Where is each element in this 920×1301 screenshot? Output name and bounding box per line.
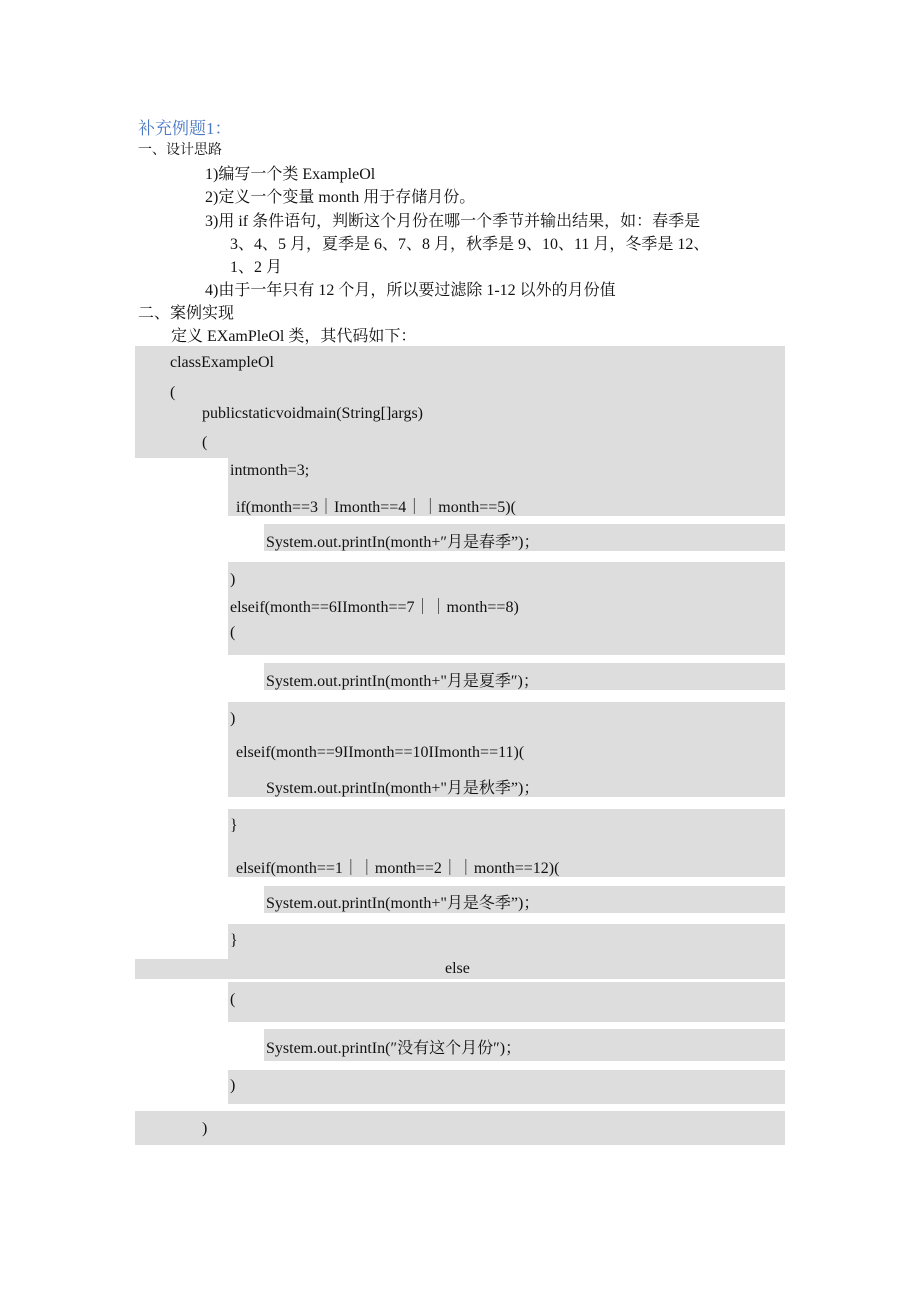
example-title: 补充例题1： (138, 119, 232, 138)
step-3-end: 1、2 月 (230, 259, 283, 276)
code-line: elseif(month==6IImonth==7｜｜month==8) (230, 599, 519, 616)
code-line: System.out.printIn(month+"月是冬季”)； (266, 895, 540, 912)
code-line: elseif(month==1｜｜month==2｜｜month==12)( (236, 860, 560, 877)
code-block-bg (228, 1070, 785, 1104)
code-line: if(month==3｜Imonth==4｜｜month==5)( (236, 499, 516, 516)
code-block-bg (228, 924, 785, 959)
code-line: ( (230, 991, 236, 1008)
code-line: ) (202, 1120, 208, 1137)
code-line: System.out.printIn(month+″月是春季”)； (266, 534, 540, 551)
step-1: 1)编写一个类 ExampleOl (205, 166, 376, 183)
step-2: 2)定义一个变量 month 用于存储月份。 (205, 189, 476, 206)
code-line: ( (230, 624, 236, 641)
section-heading-design: 一、设计思路 (138, 143, 222, 158)
code-line: ) (230, 1077, 236, 1094)
code-line: System.out.printIn(″没有这个月份″)； (266, 1040, 522, 1057)
step-4: 4)由于一年只有 12 个月，所以要过滤除 1-12 以外的月份值 (205, 282, 616, 299)
section-heading-implementation: 二、案例实现 (138, 305, 235, 322)
code-block-bg (228, 982, 785, 1022)
step-3: 3)用 if 条件语句，判断这个月份在哪一个季节并输出结果，如：春季是 (205, 213, 701, 230)
code-line: System.out.printIn(month+"月是秋季”)； (266, 780, 540, 797)
code-line: else (445, 960, 470, 977)
code-line: } (230, 932, 238, 949)
code-line: ) (230, 710, 236, 727)
code-line: ( (170, 384, 176, 401)
code-block-bg (135, 1111, 785, 1145)
intro-text: 定义 EXamPleOl 类，其代码如下： (171, 328, 417, 345)
code-line: ) (230, 571, 236, 588)
step-3-continued: 3、4、5 月，夏季是 6、7、8 月，秋季是 9、10、11 月，冬季是 12、 (230, 236, 710, 253)
code-line: intmonth=3; (230, 462, 310, 479)
code-line: System.out.printIn(month+"月是夏季″)； (266, 673, 539, 690)
code-line: elseif(month==9IImonth==10IImonth==11)( (236, 744, 525, 761)
code-line: ( (202, 434, 208, 451)
code-line: publicstaticvoidmain(String[]args) (202, 405, 423, 422)
code-line: } (230, 817, 238, 834)
code-line: classExampleOl (170, 354, 274, 371)
